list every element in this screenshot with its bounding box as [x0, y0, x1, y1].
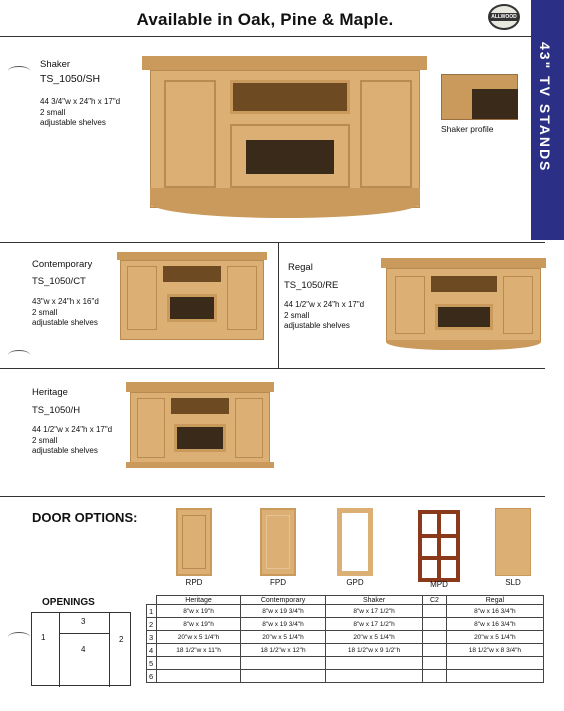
table-row: 4 18 1/2"w x 11"h 18 1/2"w x 12"h 18 1/2"w x 9 1/2"h 18 1/2"w x 8 3/4"h — [147, 644, 544, 657]
heritage-tv-stand-image — [126, 382, 274, 468]
divider — [0, 36, 531, 37]
door-options-heading: DOOR OPTIONS: — [32, 510, 138, 525]
column-header: Regal — [446, 596, 543, 605]
product-name: Heritage — [32, 387, 68, 398]
shaker-tv-stand-image — [142, 56, 427, 222]
page-curl-decoration — [8, 350, 30, 360]
openings-heading: OPENINGS — [42, 597, 95, 608]
column-header: Shaker — [325, 596, 422, 605]
gpd-door-image — [337, 508, 373, 576]
product-code: TS_1050/CT — [32, 276, 86, 287]
category-title: 43" TV STANDS — [537, 42, 553, 173]
door-label: MPD — [430, 580, 448, 589]
column-header: C2 — [423, 596, 447, 605]
product-code: TS_1050/SH — [40, 73, 101, 85]
table-row: 1 8"w x 19"h 8"w x 19 3/4"h 8"w x 17 1/2"h 8"w x 16 3/4"h — [147, 605, 544, 618]
sld-door-image — [495, 508, 531, 576]
door-label: FPD — [270, 578, 286, 587]
shaker-profile-label: Shaker profile — [441, 124, 494, 134]
openings-diagram — [31, 612, 131, 686]
table-row: 2 8"w x 19"h 8"w x 19 3/4"h 8"w x 17 1/2"h 8"w x 16 3/4"h — [147, 618, 544, 631]
product-code: TS_1050/H — [32, 405, 81, 416]
product-spec: 43"w x 24"h x 16"d 2 small adjustable shelves — [32, 297, 99, 327]
page-curl-decoration — [8, 632, 30, 642]
opening-label: 3 — [81, 617, 86, 626]
regal-tv-stand-image — [381, 258, 546, 350]
door-label: GPD — [346, 578, 364, 587]
mpd-door-image — [418, 510, 460, 582]
door-label: RPD — [185, 578, 203, 587]
product-code: TS_1050/RE — [284, 280, 339, 291]
divider — [278, 242, 279, 368]
openings-table — [146, 595, 544, 683]
divider — [0, 242, 545, 243]
product-name: Regal — [288, 262, 313, 273]
opening-label: 1 — [41, 633, 46, 642]
product-name: Contemporary — [32, 259, 93, 270]
divider — [0, 368, 545, 369]
page-title: Available in Oak, Pine & Maple. — [136, 10, 394, 29]
fpd-door-image — [260, 508, 296, 576]
opening-label: 2 — [119, 635, 124, 644]
product-name: Shaker — [40, 59, 71, 70]
table-row: 3 20"w x 5 1/4"h 20"w x 5 1/4"h 20"w x 5 1/4"h 20"w x 5 1/4"h — [147, 631, 544, 644]
brand-logo: ALLWOOD — [488, 4, 520, 30]
column-header: Contemporary — [241, 596, 326, 605]
product-spec: 44 1/2"w x 24"h x 17"d 2 small adjustable shelves — [32, 425, 113, 455]
table-row: 6 — [147, 670, 544, 683]
divider — [0, 496, 545, 497]
contemporary-tv-stand-image — [117, 252, 267, 342]
product-spec: 44 1/2"w x 24"h x 17"d 2 small adjustable shelves — [284, 300, 365, 330]
column-header: Heritage — [157, 596, 241, 605]
page-curl-decoration — [8, 66, 30, 76]
rpd-door-image — [176, 508, 212, 576]
category-sidebar — [531, 0, 564, 240]
opening-label: 4 — [81, 645, 86, 654]
door-label: SLD — [505, 578, 521, 587]
table-row: 5 — [147, 657, 544, 670]
product-spec: 44 3/4"w x 24"h x 17"d 2 small adjustable shelves — [40, 97, 121, 127]
shaker-profile-image — [441, 74, 518, 120]
